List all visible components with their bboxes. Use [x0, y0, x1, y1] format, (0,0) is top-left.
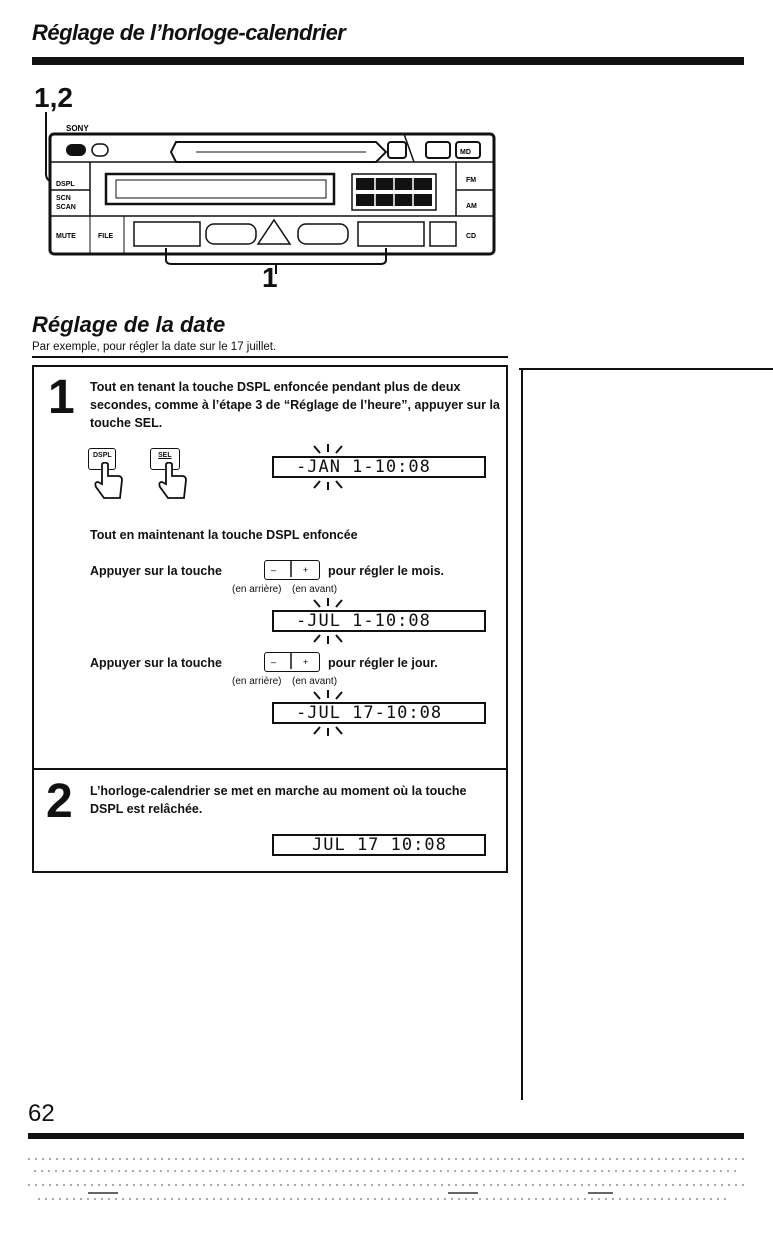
svg-text:+: +	[303, 657, 309, 667]
back-label: (en arrière)	[232, 584, 282, 595]
column-divider	[521, 370, 523, 1100]
forward-label: (en avant)	[292, 584, 338, 595]
md-button-label: MD	[460, 149, 471, 156]
side-column-rule	[519, 368, 773, 370]
svg-text:–: –	[271, 657, 277, 667]
day-prefix: Appuyer sur la touche	[90, 656, 222, 670]
day-suffix: pour régler le jour.	[328, 656, 438, 670]
footer-rule	[28, 1133, 744, 1139]
cd-button-label: CD	[466, 233, 477, 240]
scan-button-label: SCAN	[56, 204, 76, 211]
display-jul-17: -JUL 17-10:08	[272, 702, 486, 724]
page-number: 62	[28, 1100, 55, 1127]
hand-press-icon	[158, 462, 188, 500]
seek-key-icon	[264, 560, 320, 580]
am-button-label: AM	[466, 203, 477, 210]
fm-button-label: FM	[466, 177, 477, 184]
dspl-key-icon: DSPL	[88, 448, 128, 500]
svg-text:–: –	[271, 565, 277, 575]
step1-number: 1	[48, 371, 75, 424]
step1-instruction: Tout en tenant la touche DSPL enfoncée pendant plus de deux secondes, comme à l’étape 3 de “Réglage de l’heure”, appuyer sur la touche SEL.	[90, 380, 500, 430]
example-rule	[32, 356, 508, 358]
hand-press-icon	[94, 462, 124, 500]
figure-step-label-top: 1,2	[34, 82, 73, 113]
scan-noise-decoration	[28, 1145, 744, 1235]
mute-button-label: MUTE	[56, 233, 76, 240]
figure-step-label-bottom: 1	[262, 262, 278, 293]
seek-key-icon	[264, 652, 320, 672]
step2-instruction: L’horloge-calendrier se met en marche au moment où la touche DSPL est relâchée.	[90, 784, 467, 816]
svg-text:+: +	[303, 565, 309, 575]
page-header-title: Réglage de l’horloge-calendrier	[32, 20, 346, 45]
step2-number: 2	[46, 775, 73, 828]
month-suffix: pour régler le mois.	[328, 564, 445, 578]
display-final: JUL 17 10:08	[272, 834, 486, 856]
section-title: Réglage de la date	[32, 312, 226, 337]
scn-button-label: SCN	[56, 195, 71, 202]
step-divider	[32, 768, 508, 770]
file-button-label: FILE	[98, 233, 114, 240]
display-jul-1: -JUL 1-10:08	[272, 610, 486, 632]
sel-key-icon: SEL	[150, 448, 190, 500]
brand-label: SONY	[66, 124, 89, 133]
dspl-button-label: DSPL	[56, 181, 75, 188]
hold-instruction: Tout en maintenant la touche DSPL enfoncée	[90, 528, 358, 542]
back-label: (en arrière)	[232, 676, 282, 687]
header-rule	[32, 57, 744, 65]
example-text: Par exemple, pour régler la date sur le 17 juillet.	[32, 341, 277, 353]
month-prefix: Appuyer sur la touche	[90, 564, 222, 578]
forward-label: (en avant)	[292, 676, 338, 687]
display-jan: -JAN 1-10:08	[272, 456, 486, 478]
